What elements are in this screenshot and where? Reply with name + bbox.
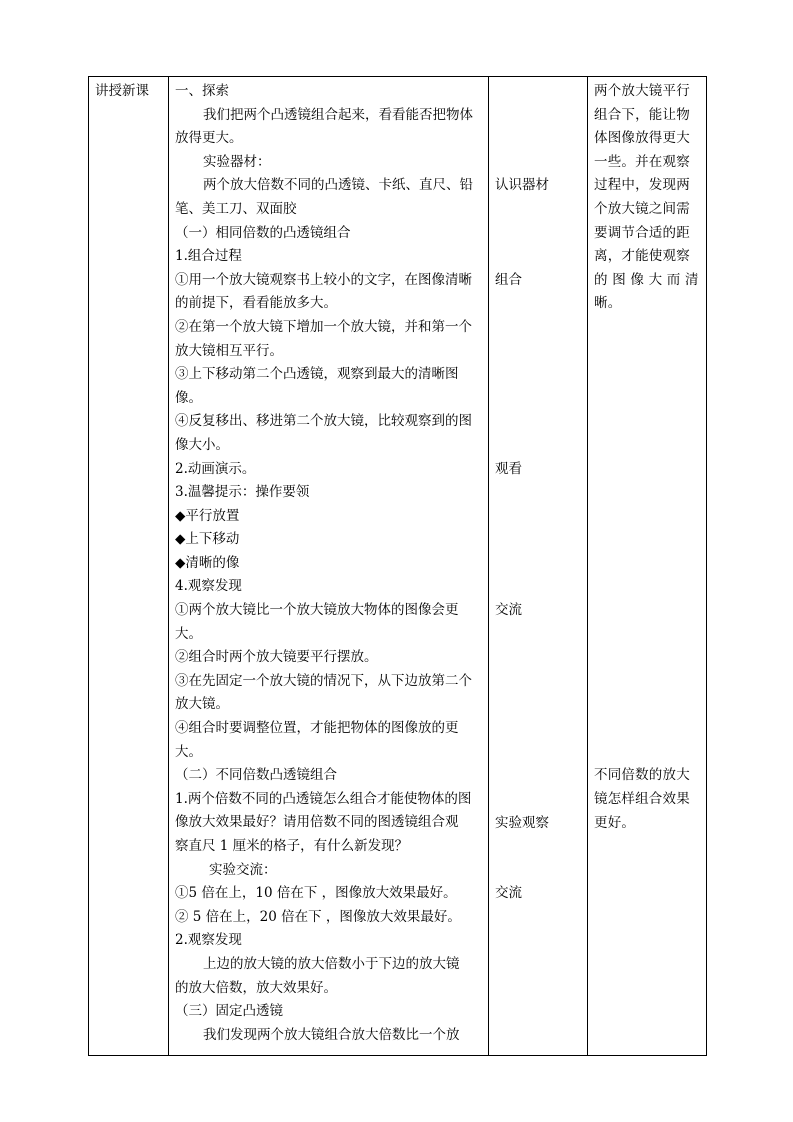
design-note-line: 一些。并在观察 — [594, 153, 690, 170]
content-line: 上边的放大镜的放大倍数小于下边的放大镜 — [203, 955, 460, 972]
content-line: ④反复移出、移进第二个放大镜，比较观察到的图 — [175, 413, 472, 430]
content-line: ②组合时两个放大镜要平行摆放。 — [175, 649, 378, 666]
content-line: ② 5 倍在上，20 倍在下 ，图像放大效果最好。 — [175, 908, 461, 925]
student-activities — [495, 80, 581, 1055]
content-line: ①用一个放大镜观察书上较小的文字，在图像清晰 — [175, 271, 472, 288]
content-line: ◆上下移动 — [175, 531, 240, 548]
content-line: ③在先固定一个放大镜的情况下，从下边放第二个 — [175, 672, 472, 689]
content-line: 的放大倍数，放大效果好。 — [175, 979, 337, 996]
activity-label: 观看 — [495, 460, 522, 477]
content-line: 实验器材： — [203, 153, 271, 170]
content-line: 笔、美工刀、双面胶 — [175, 200, 297, 217]
content-line: 一、探索 — [175, 83, 229, 99]
design-note-line: 晰。 — [594, 295, 622, 312]
content-line: ①5 倍在上，10 倍在下 ，图像放大效果最好。 — [175, 885, 457, 902]
design-note-line: 镜怎样组合效果 — [594, 791, 690, 807]
content-line: 放大镜。 — [175, 696, 229, 713]
design-note-line: 离，才能使观察 — [594, 248, 690, 265]
content-line: ◆平行放置 — [175, 507, 240, 524]
content-line: 像。 — [175, 389, 202, 406]
activity-label: 交流 — [495, 885, 522, 902]
teaching-content-cell — [169, 77, 489, 1056]
content-line: 像大小。 — [175, 436, 229, 453]
content-line: 4.观察发现 — [175, 578, 242, 595]
content-line: 放大镜相互平行。 — [175, 342, 283, 359]
design-note-line: 个放大镜之间需 — [594, 201, 690, 217]
content-line: ①两个放大镜比一个放大镜放大物体的图像会更 — [175, 602, 459, 619]
content-line: 3.温馨提示：操作要领 — [175, 484, 310, 501]
design-note-line: 更好。 — [594, 814, 636, 831]
content-line: 的前提下，看看能放多大。 — [175, 295, 337, 312]
design-note-line: 组合下，能让物 — [594, 106, 690, 123]
content-line: 两个放大倍数不同的凸透镜、卡纸、直尺、铅 — [203, 177, 473, 194]
content-line: 2.动画演示。 — [175, 460, 256, 477]
content-line: （三）固定凸透镜 — [175, 1003, 283, 1020]
content-line: ④组合时要调整位置，才能把物体的图像放的更 — [175, 720, 459, 737]
content-line: 1.两个倍数不同的凸透镜怎么组合才能使物体的图 — [175, 790, 472, 807]
section-label-cell — [89, 77, 169, 1056]
design-notes — [594, 80, 700, 1055]
design-note-line: 不同倍数的放大 — [594, 767, 690, 784]
teaching-content — [175, 80, 482, 1055]
content-line: 大。 — [175, 743, 202, 760]
activity-label: 实验观察 — [495, 814, 549, 831]
activity-label: 交流 — [495, 602, 522, 619]
content-line: 我们把两个凸透镜组合起来，看看能否把物体 — [203, 106, 473, 123]
content-line: （一）相同倍数的凸透镜组合 — [175, 224, 351, 241]
activity-label: 认识器材 — [495, 177, 549, 194]
lesson-table — [88, 76, 707, 1056]
design-note-line: 要调节合适的距 — [594, 224, 690, 241]
design-note-line: 两个放大镜平行 — [594, 83, 690, 99]
design-note-line: 的 图 像 大 而 清 — [594, 271, 699, 288]
content-line: 我们发现两个放大镜组合放大倍数比一个放 — [203, 1026, 460, 1043]
content-line: 大。 — [175, 625, 202, 642]
section-label: 讲授新课 — [95, 83, 149, 99]
student-activity-cell — [489, 77, 588, 1056]
content-line: 察直尺 1 厘米的格子，有什么新发现？ — [175, 838, 409, 854]
content-line: 放得更大。 — [175, 130, 243, 147]
content-line: 像放大效果最好？请用倍数不同的图透镜组合观 — [175, 814, 459, 831]
design-notes-cell — [588, 77, 707, 1056]
content-line: 1.组合过程 — [175, 248, 242, 265]
activity-label: 组合 — [495, 271, 522, 288]
content-line: ③上下移动第二个凸透镜，观察到最大的清晰图 — [175, 366, 459, 383]
content-line: ◆清晰的像 — [175, 554, 240, 571]
content-line: （二）不同倍数凸透镜组合 — [175, 767, 337, 784]
design-note-line: 体图像放得更大 — [594, 130, 690, 147]
design-note-line: 过程中，发现两 — [594, 177, 690, 194]
content-line: 2.观察发现 — [175, 932, 242, 949]
content-line: 实验交流： — [209, 861, 277, 878]
content-line: ②在第一个放大镜下增加一个放大镜，并和第一个 — [175, 318, 472, 335]
